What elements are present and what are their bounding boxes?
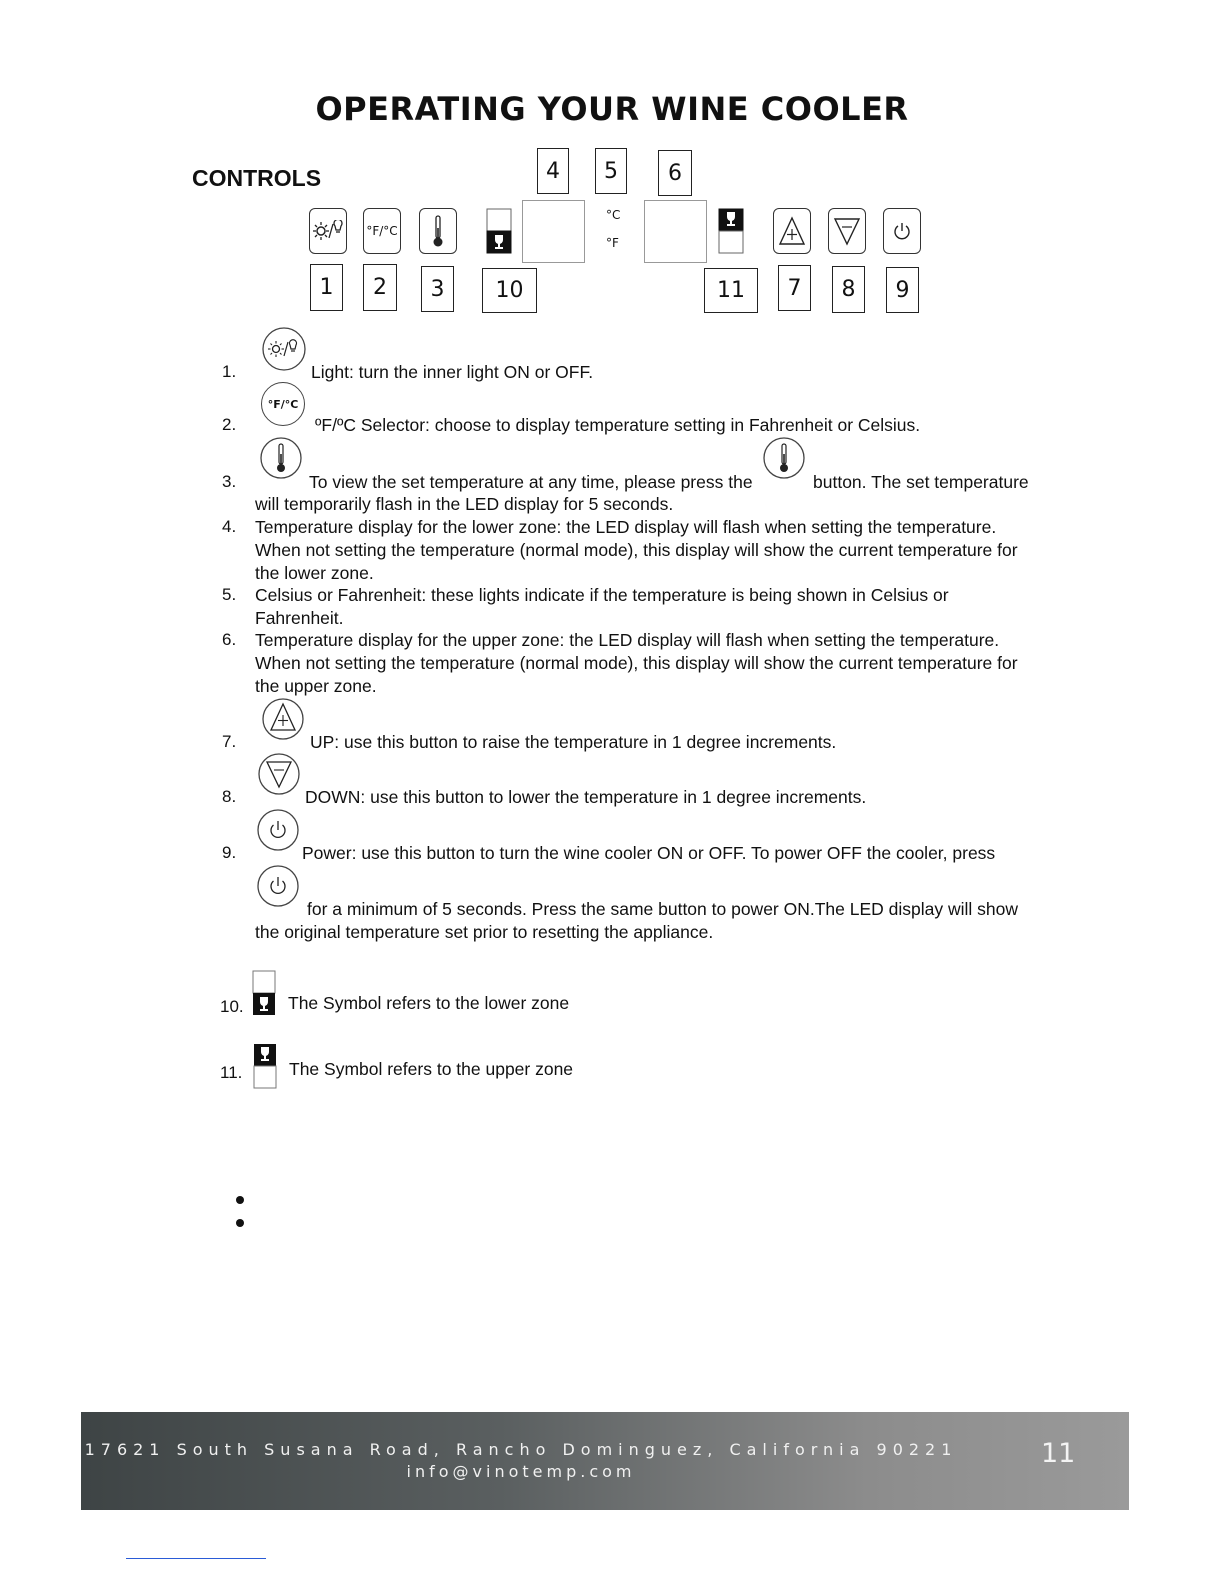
light-key-icon xyxy=(309,208,347,254)
item-text: When not setting the temperature (normal mode), this display will show the current temperature for xyxy=(255,653,1018,673)
lower-zone-icon xyxy=(252,970,276,1016)
item-number: 9. xyxy=(222,843,237,862)
item-text: button. The set temperature xyxy=(813,472,1029,492)
item-text: The Symbol refers to the lower zone xyxy=(288,993,570,1013)
item-text: DOWN: use this button to lower the temperature in 1 degree increments. xyxy=(305,787,867,807)
lower-zone-icon xyxy=(486,208,512,254)
up-key-icon xyxy=(773,208,811,254)
item-number: 8. xyxy=(222,787,237,806)
thermometer-icon xyxy=(762,436,806,480)
item-text: UP: use this button to raise the temperature in 1 degree increments. xyxy=(310,732,837,752)
item-number: 2. xyxy=(222,415,237,434)
footer-address: 17621 South Susana Road, Rancho Dominguez, California 90221 xyxy=(84,1440,958,1459)
power-key-icon xyxy=(883,208,921,254)
item-text: will temporarily flash in the LED display for 5 seconds. xyxy=(255,494,674,514)
light-icon xyxy=(261,326,307,372)
footer-email: info@vinotemp.com xyxy=(406,1462,636,1481)
item-text: for a minimum of 5 seconds. Press the same button to power ON.The LED display will show xyxy=(307,899,1018,919)
bullet-point xyxy=(236,1196,244,1204)
link-underline[interactable] xyxy=(126,1558,266,1559)
item-text: the lower zone. xyxy=(255,563,374,583)
page-title: OPERATING YOUR WINE COOLER xyxy=(315,90,909,128)
callout-8: 8 xyxy=(832,266,865,313)
callout-5: 5 xyxy=(595,148,627,194)
callout-11: 11 xyxy=(704,268,758,313)
item-text: ºF/ºC Selector: choose to display temperature setting in Fahrenheit or Celsius. xyxy=(315,415,921,435)
item-text: Temperature display for the upper zone: the LED display will flash when setting the temperature. xyxy=(255,630,1000,650)
item-number: 10. xyxy=(220,997,244,1016)
callout-7: 7 xyxy=(778,265,811,311)
callout-2: 2 xyxy=(363,264,397,311)
item-text: To view the set temperature at any time, please press the xyxy=(309,472,753,492)
item-text: Light: turn the inner light ON or OFF. xyxy=(311,362,594,382)
item-text: Temperature display for the lower zone: the LED display will flash when setting the temperature. xyxy=(255,517,997,537)
upper-zone-icon xyxy=(718,208,744,254)
callout-10: 10 xyxy=(482,268,537,313)
controls-heading: CONTROLS xyxy=(192,165,322,191)
item-number: 4. xyxy=(222,517,237,536)
power-icon xyxy=(256,808,300,852)
item-number: 3. xyxy=(222,472,237,491)
callout-9: 9 xyxy=(886,267,919,313)
upper-zone-display xyxy=(644,200,707,263)
thermometer-icon xyxy=(259,436,303,480)
item-number: 11. xyxy=(220,1063,243,1082)
item-text: Power: use this button to turn the wine cooler ON or OFF. To power OFF the cooler, press xyxy=(302,843,996,863)
down-key-icon xyxy=(828,208,866,254)
fahrenheit-celsius-key-icon: °F/°C xyxy=(363,208,401,254)
item-number: 5. xyxy=(222,585,237,604)
item-text: the upper zone. xyxy=(255,676,377,696)
item-text: Celsius or Fahrenheit: these lights indicate if the temperature is being shown in Celsius or xyxy=(255,585,949,605)
item-number: 6. xyxy=(222,630,237,649)
power-icon xyxy=(256,864,300,908)
callout-6: 6 xyxy=(658,150,692,196)
bullet-point xyxy=(236,1219,244,1227)
page-number: 11 xyxy=(1041,1438,1076,1469)
item-text: Fahrenheit. xyxy=(255,608,344,628)
fahrenheit-celsius-icon: °F/°C xyxy=(261,382,305,426)
item-text: the original temperature set prior to resetting the appliance. xyxy=(255,922,714,942)
up-arrow-icon xyxy=(261,697,305,741)
item-number: 1. xyxy=(222,362,237,381)
lower-zone-display xyxy=(522,200,585,263)
callout-4: 4 xyxy=(537,148,569,194)
upper-zone-icon xyxy=(253,1043,277,1089)
down-arrow-icon xyxy=(257,752,301,796)
callout-3: 3 xyxy=(421,266,454,312)
thermometer-key-icon xyxy=(419,208,457,254)
item-number: 7. xyxy=(222,732,237,751)
item-text: The Symbol refers to the upper zone xyxy=(289,1059,574,1079)
fahrenheit-indicator: °F xyxy=(606,236,619,250)
page-footer xyxy=(81,1412,1129,1510)
callout-1: 1 xyxy=(310,264,343,311)
item-text: When not setting the temperature (normal mode), this display will show the current temperature for xyxy=(255,540,1018,560)
celsius-indicator: °C xyxy=(606,208,621,222)
